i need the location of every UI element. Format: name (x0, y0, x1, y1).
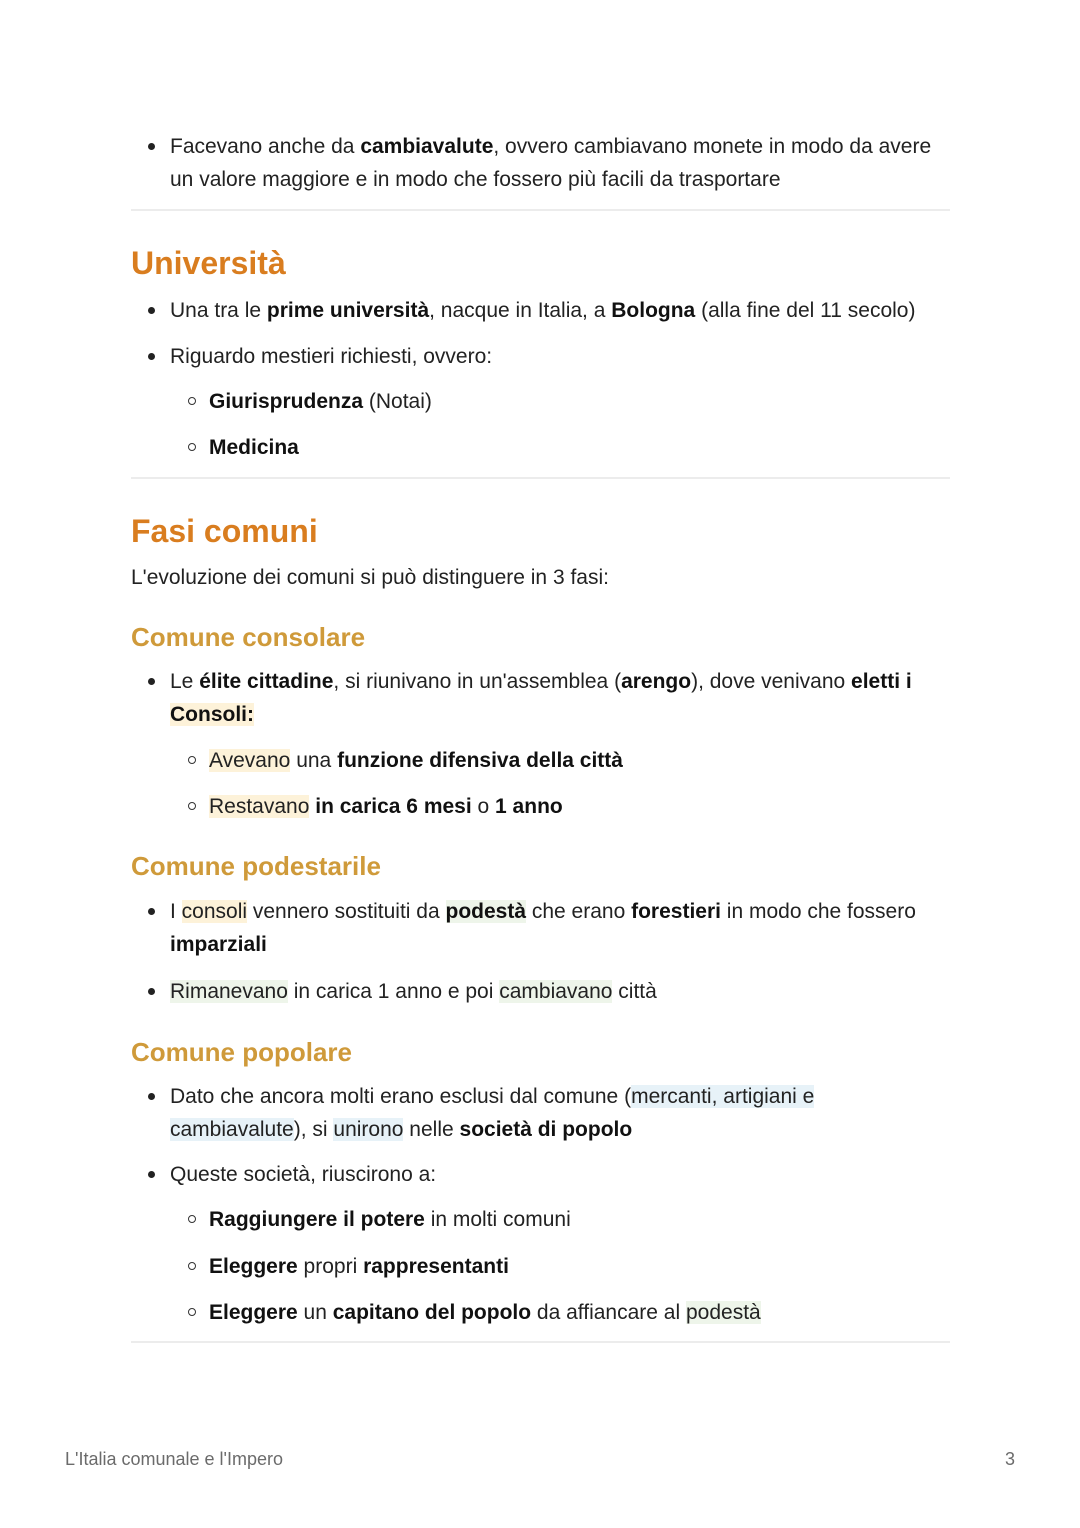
divider (131, 1341, 950, 1343)
list-item: Una tra le prime università, nacque in Italia, a Bologna (alla fine del 11 secolo) (170, 294, 950, 327)
sub-list-item: Eleggere un capitano del popolo da affiancare al podestà (209, 1296, 949, 1329)
paragraph: L'evoluzione dei comuni si può distinguere in 3 fasi: (131, 566, 609, 589)
subheading-comune-consolare: Comune consolare (131, 622, 366, 652)
list-item: I consoli vennero sostituiti da podestà che erano forestieri in modo che fossero imparziali (170, 895, 950, 961)
divider (131, 477, 950, 479)
list-item: Riguardo mestieri richiesti, ovvero: (170, 340, 950, 373)
sub-list-item: Raggiungere il potere in molti comuni (209, 1203, 949, 1236)
subheading-comune-podestarile: Comune podestarile (131, 851, 381, 881)
section-heading-universita: Università (131, 245, 286, 281)
sub-list-item: Restavano in carica 6 mesi o 1 anno (209, 790, 949, 823)
list-item: Le élite cittadine, si riunivano in un'assemblea (arengo), dove venivano eletti i Consoli: (170, 665, 950, 731)
footer-page-number: 3 (1004, 1449, 1015, 1469)
sub-list-item: Avevano una funzione difensiva della città (209, 744, 949, 777)
subheading-comune-popolare: Comune popolare (131, 1037, 353, 1067)
list-item: Facevano anche da cambiavalute, ovvero cambiavano monete in modo da avere un valore maggiore e in modo che fossero più facili da trasportare (170, 130, 950, 196)
divider (131, 209, 950, 211)
list-item: Queste società, riuscirono a: (170, 1158, 950, 1191)
sub-list-item: Eleggere propri rappresentanti (209, 1250, 949, 1283)
footer-document-title: L'Italia comunale e l'Impero (65, 1449, 283, 1469)
sub-list-item: Medicina (209, 431, 949, 464)
sub-list-item: Giurisprudenza (Notai) (209, 385, 949, 418)
section-heading-fasi-comuni: Fasi comuni (131, 513, 318, 549)
list-item: Rimanevano in carica 1 anno e poi cambiavano città (170, 975, 950, 1008)
list-item: Dato che ancora molti erano esclusi dal comune (mercanti, artigiani e cambiavalute), si unirono nelle società di popolo (170, 1080, 950, 1146)
